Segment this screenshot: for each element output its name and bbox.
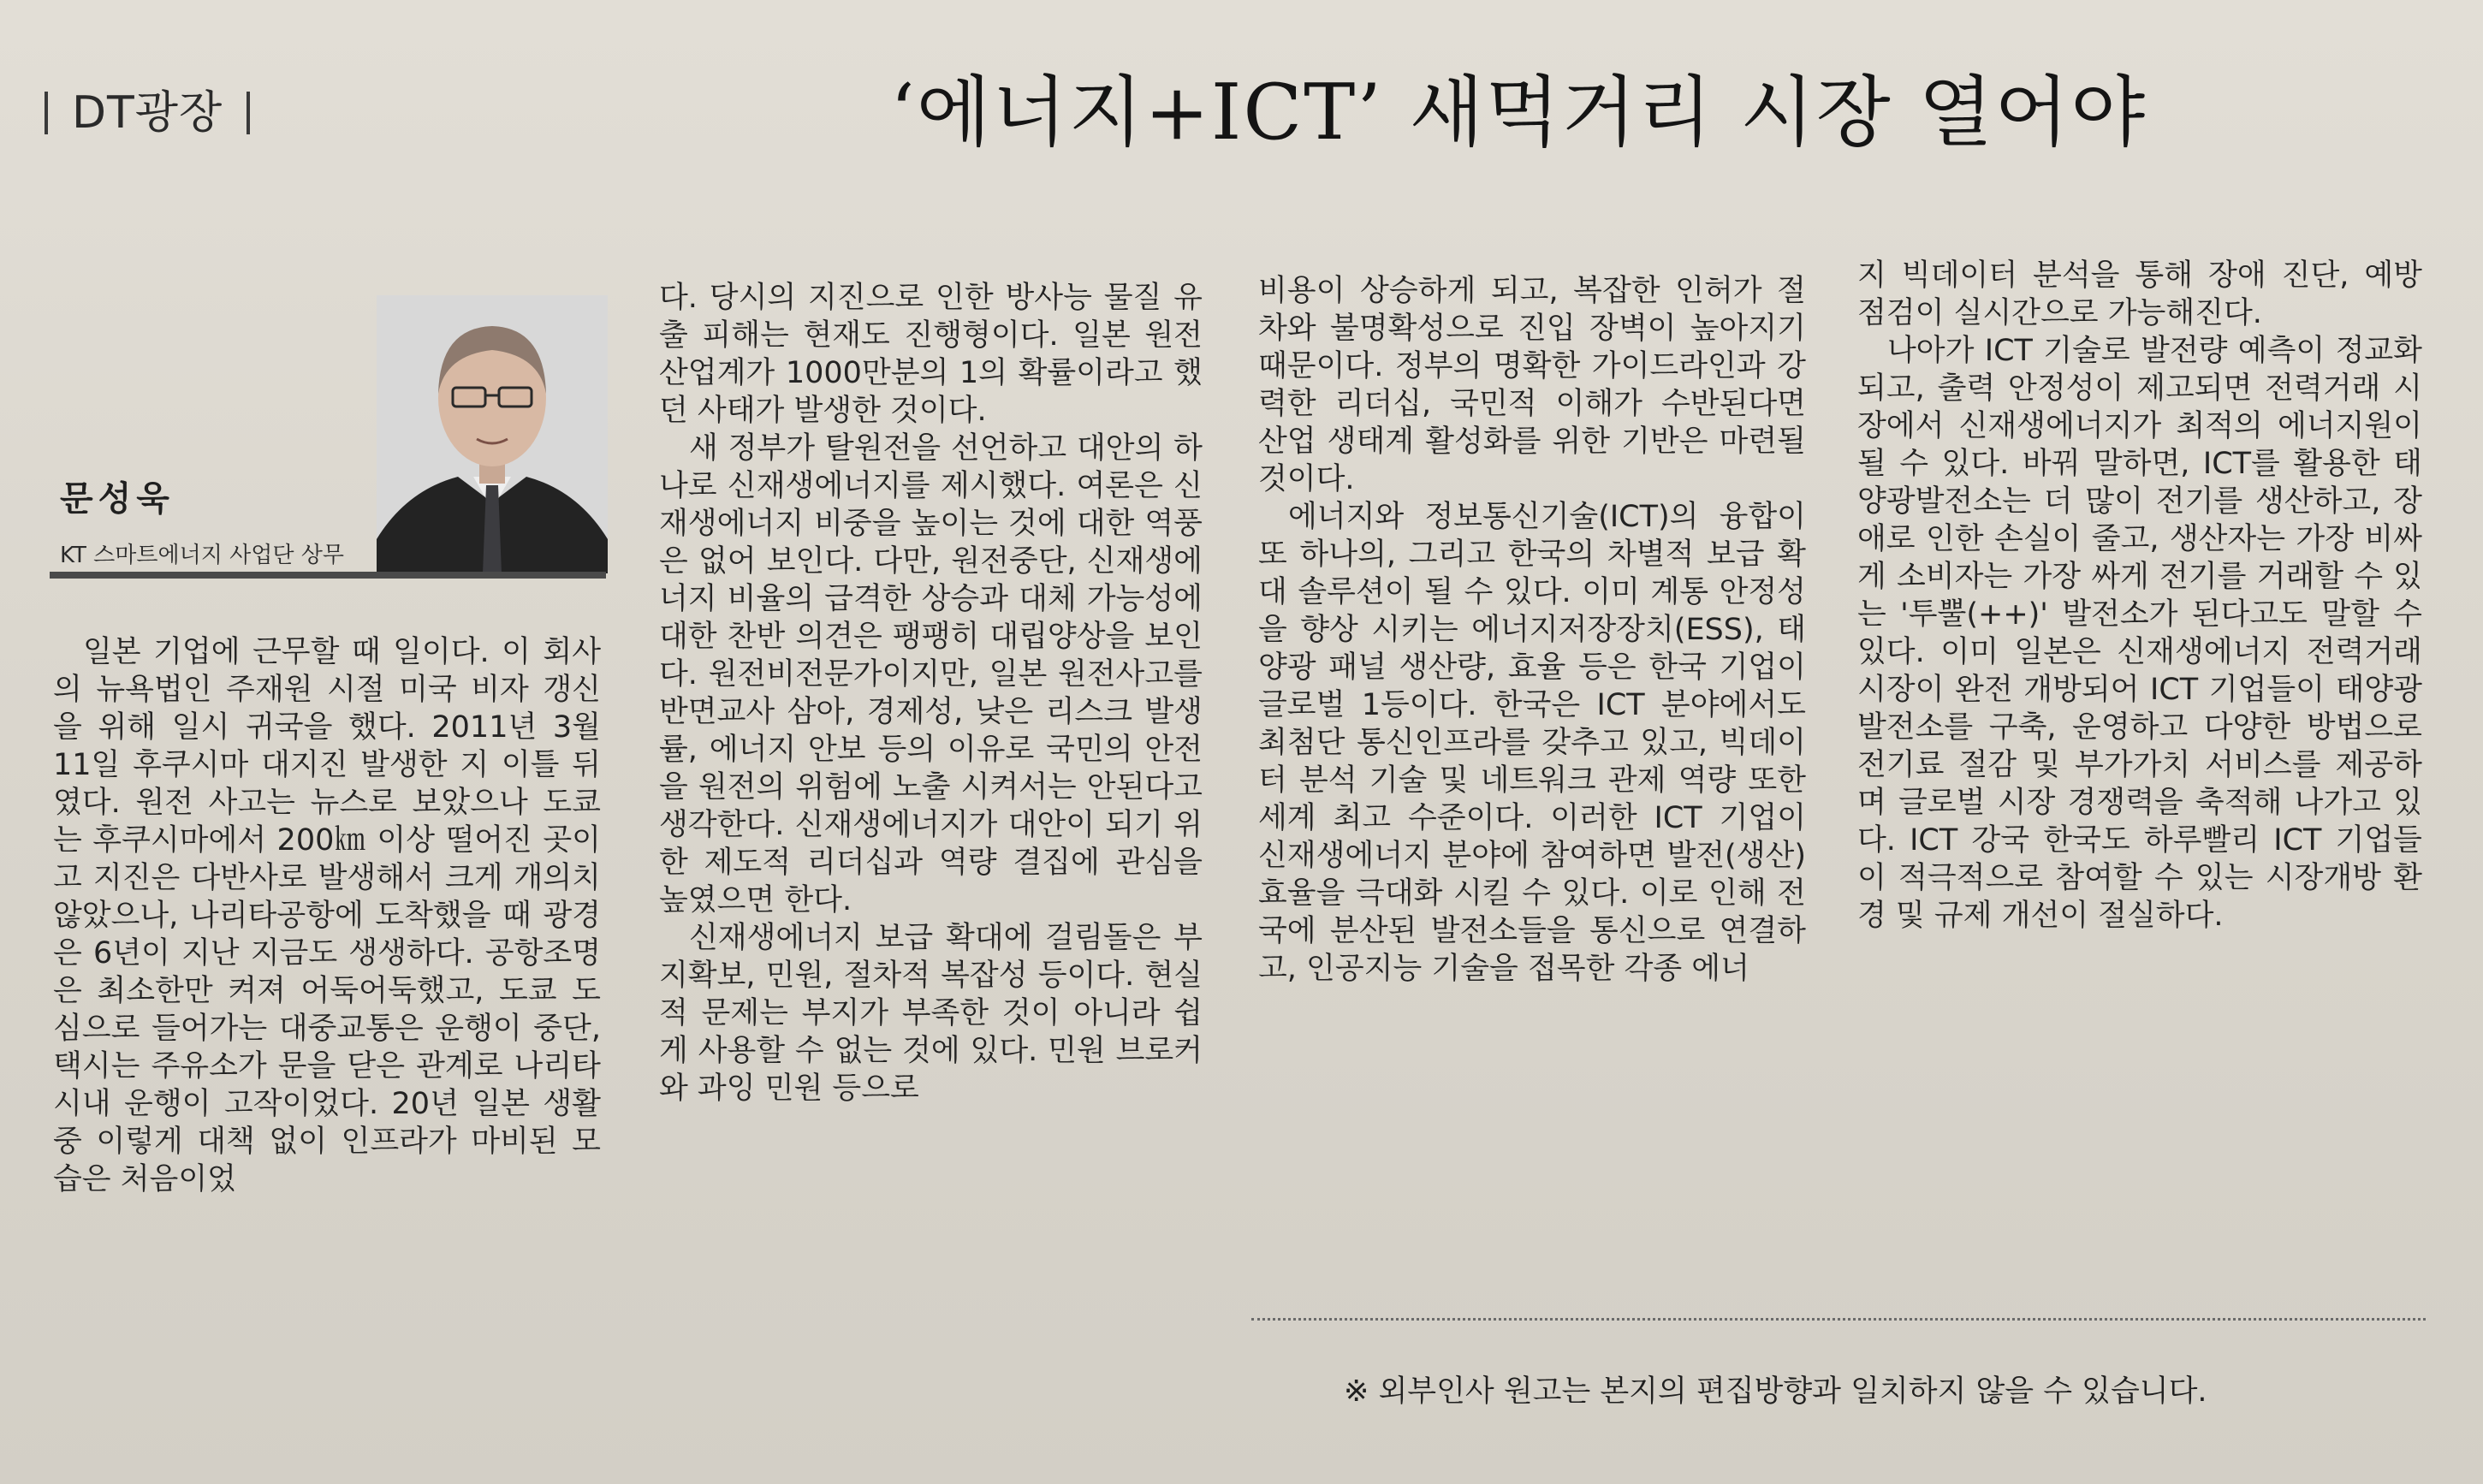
paragraph: 비용이 상승하게 되고, 복잡한 인허가 절차와 불명확성으로 진입 장벽이 높아지기 때문이다. 정부의 명확한 가이드라인과 강력한 리더십, 국민적 이해가 수반된다면 산업 생태계 활성화를 위한 기반은 마련될 것이다.: [1258, 274, 1806, 496]
divider-bar-left: [45, 92, 48, 134]
byline-divider: [50, 572, 606, 579]
headline: ‘에너지+ICT’ 새먹거리 시장 열어야: [890, 68, 2147, 157]
section-label-text: DT광장: [72, 87, 223, 139]
dotted-divider: [1251, 1318, 2426, 1321]
paragraph: 신재생에너지 보급 확대에 걸림돌은 부지확보, 민원, 절차적 복잡성 등이다. 현실적 문제는 부지가 부족한 것이 아니라 쉽게 사용할 수 없는 것에 있다. 민원 브로커와 과잉 민원 등으로: [659, 921, 1203, 1106]
paragraph: 지 빅데이터 분석을 통해 장애 진단, 예방 점검이 실시간으로 가능해진다.: [1857, 258, 2422, 330]
divider-bar-right: [247, 92, 250, 134]
paragraph: 나아가 ICT 기술로 발전량 예측이 정교화되고, 출력 안정성이 제고되면 전력거래 시장에서 신재생에너지가 최적의 에너지원이 될 수 있다. 바꿔 말하면, ICT를 활용한 태양광발전소는 더 많이 전기를 생산하고, 장애로 인한 손실이 줄고, 생산자는 가장 비싸게 소비자는 가장 싸게 전기를 거래할 수 있는 '투뿔(++)' 발전소가 된다고도 말할 수 있다. 이미 일본은 신재생에너지 전력거래 시장이 완전 개방되어 ICT 기업들이 태양광 발전소를 구축, 운영하고 다양한 방법으로 전기료 절감 및 부가가치 서비스를 제공하며 글로벌 시장 경쟁력을 축적해 나가고 있다. ICT 강국 한국도 하루빨리 ICT 기업들이 적극적으로 참여할 수 있는 시장개방 환경 및 규제 개선이 절실하다.: [1857, 334, 2422, 933]
disclaimer: ※ 외부인사 원고는 본지의 편집방향과 일치하지 않을 수 있습니다.: [1344, 1374, 2207, 1409]
author-title: KT 스마트에너지 사업단 상무: [60, 543, 344, 568]
author-byline: [60, 475, 368, 573]
paragraph: 다. 당시의 지진으로 인한 방사능 물질 유출 피해는 현재도 진행형이다. 일본 원전산업계가 1000만분의 1의 확률이라고 했던 사태가 발생한 것이다.: [659, 281, 1203, 428]
paragraph: 에너지와 정보통신기술(ICT)의 융합이 또 하나의, 그리고 한국의 차별적 보급 확대 솔루션이 될 수 있다. 이미 계통 안정성을 향상 시키는 에너지저장장치(ESS), 태양광 패널 생산량, 효율 등은 한국 기업이 글로벌 1등이다. 한국은 ICT 분야에서도 최첨단 통신인프라를 갖추고 있고, 빅데이터 분석 기술 및 네트워크 관제 역량 또한 세계 최고 수준이다. 이러한 ICT 기업이 신재생에너지 분야에 참여하면 발전(생산) 효율을 극대화 시킬 수 있다. 이로 인해 전국에 분산된 발전소들을 통신으로 연결하고, 인공지능 기술을 접목한 각종 에너: [1258, 500, 1806, 986]
article-column-3: [1258, 272, 1806, 988]
article-column-2: [659, 279, 1203, 1107]
author-photo: [377, 295, 608, 573]
paragraph: 일본 기업에 근무할 때 일이다. 이 회사의 뉴욕법인 주재원 시절 미국 비자 갱신을 위해 일시 귀국을 했다. 2011년 3월 11일 후쿠시마 대지진 발생한 지 이틀 뒤였다. 원전 사고는 뉴스로 보았으나 도쿄는 후쿠시마에서 200㎞ 이상 떨어진 곳이고 지진은 다반사로 발생해서 크게 개의치 않았으나, 나리타공항에 도착했을 때 광경은 6년이 지난 지금도 생생하다. 공항조명은 최소한만 켜져 어둑어둑했고, 도쿄 도심으로 들어가는 대중교통은 운행이 중단, 택시는 주유소가 문을 닫은 관계로 나리타 시내 운행이 고작이었다. 20년 일본 생활 중 이렇게 대책 없이 인프라가 마비된 모습은 처음이었: [53, 635, 601, 1196]
paragraph: 새 정부가 탈원전을 선언하고 대안의 하나로 신재생에너지를 제시했다. 여론은 신재생에너지 비중을 높이는 것에 대한 역풍은 없어 보인다. 다만, 원전중단, 신재생에너지 비율의 급격한 상승과 대체 가능성에 대한 찬반 의견은 팽팽히 대립양상을 보인다. 원전비전문가이지만, 일본 원전사고를 반면교사 삼아, 경제성, 낮은 리스크 발생률, 에너지 안보 등의 이유로 국민의 안전을 원전의 위험에 노출 시켜서는 안된다고 생각한다. 신재생에너지가 대안이 되기 위한 제도적 리더십과 역량 결집에 관심을 높였으면 한다.: [659, 431, 1203, 917]
author-portrait-icon: [377, 295, 608, 573]
author-name: 문성욱: [60, 479, 175, 519]
section-label: [45, 79, 250, 147]
article-column-1: [53, 633, 601, 1198]
article-column-4: [1857, 257, 2422, 935]
